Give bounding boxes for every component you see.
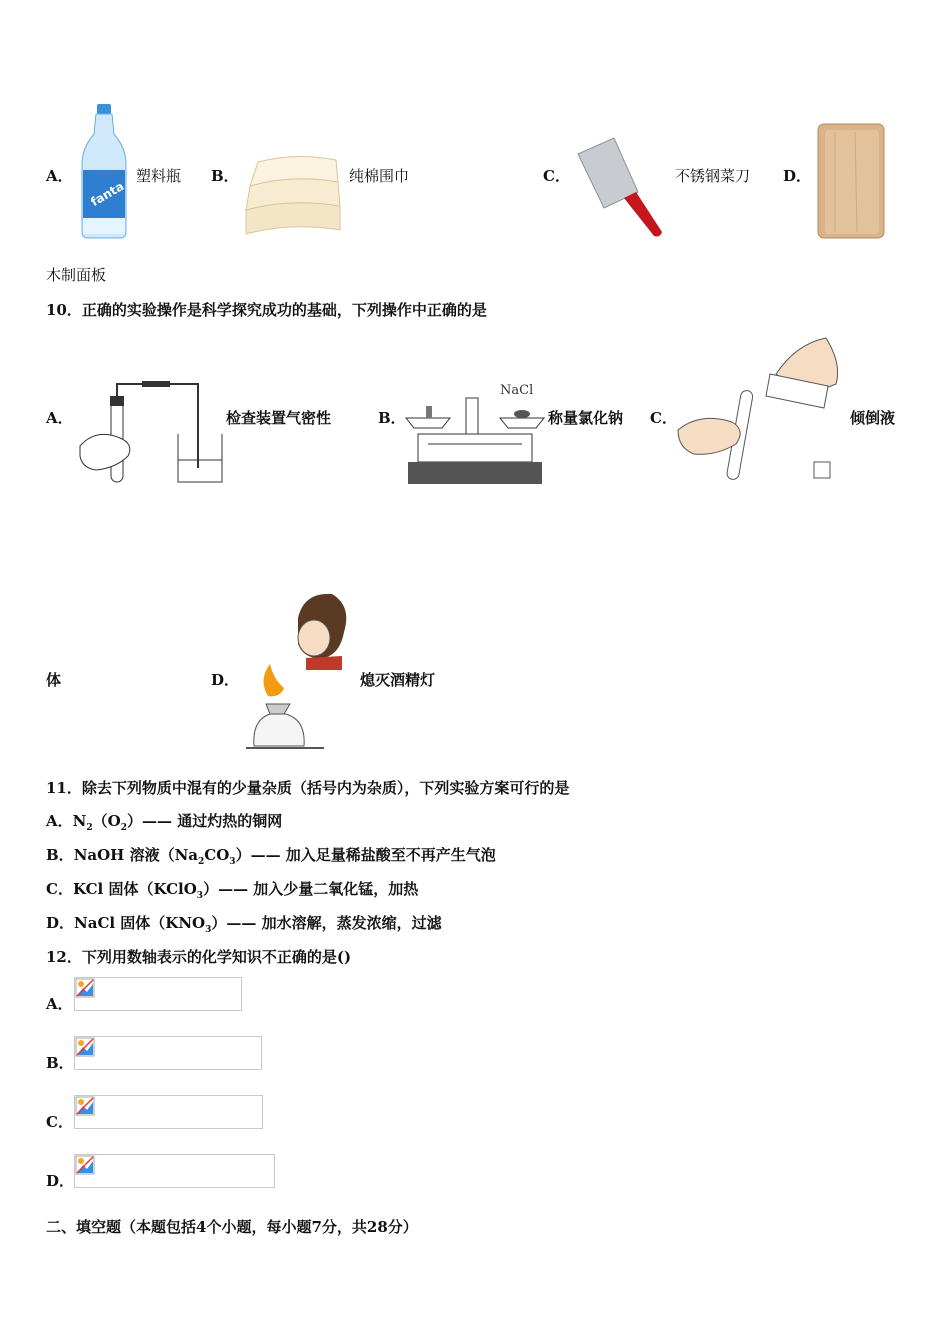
q10-option-c-text: 倾倒液 (850, 409, 896, 427)
q11-text: ）—— 加入少量二氧化锰，加热 (203, 880, 419, 898)
subscript: 2 (198, 857, 205, 867)
broken-image-placeholder (74, 1095, 263, 1129)
pouring-liquid-image (676, 334, 844, 484)
kitchen-knife-image (574, 136, 666, 240)
broken-image-placeholder (74, 1036, 262, 1070)
subscript: 3 (205, 925, 212, 935)
q10-option-b-text: 称量氯化钠 (548, 409, 624, 427)
subscript: 2 (86, 823, 93, 833)
q11-option-c (46, 878, 418, 901)
q9-option-d-text: 木制面板 (46, 266, 107, 284)
q11-text: NaOH 溶液（Na (73, 846, 199, 864)
q11-title: 11．除去下列物质中混有的少量杂质（括号内为杂质），下列实验方案可行的是 (46, 779, 570, 797)
q9-option-d-letter: D． (783, 167, 812, 185)
q11-text: ）—— 加水溶解，蒸发浓缩，过滤 (211, 914, 442, 932)
wooden-board-image (815, 122, 887, 240)
q12-option-d-letter: D． (46, 1172, 75, 1190)
balance-scale-image (404, 378, 546, 488)
q11-text: （O (92, 812, 121, 830)
q11-option-a (46, 810, 282, 833)
subscript: 3 (196, 891, 204, 901)
q11-option-letter: A． (46, 812, 73, 830)
q11-option-letter: B． (46, 846, 74, 864)
q10-option-c-letter: C． (650, 409, 677, 427)
blow-out-lamp-image (244, 588, 356, 754)
broken-image-icon (75, 1155, 95, 1175)
q11-text: CO (204, 846, 230, 864)
q9-option-c-text: 不锈钢菜刀 (675, 167, 751, 185)
q12-option-a-letter: A． (46, 995, 73, 1013)
subscript: 2 (120, 823, 127, 833)
q10-option-b-letter: B． (378, 409, 406, 427)
svg-text:fanta: fanta (88, 179, 127, 210)
q12-option-b-letter: B． (46, 1054, 74, 1072)
q9-option-a-text: 塑料瓶 (136, 167, 182, 185)
q10-title: 10．正确的实验操作是科学探究成功的基础，下列操作中正确的是 (46, 301, 487, 319)
subscript: 3 (229, 857, 236, 867)
q9-option-c-letter: C． (543, 167, 570, 185)
q11-option-d (46, 912, 442, 935)
q10-option-a-text: 检查装置气密性 (226, 409, 332, 427)
q11-text: ）—— 通过灼热的铜网 (126, 812, 283, 830)
broken-image-icon (75, 1037, 95, 1057)
q11-text: NaCl 固体（KNO (74, 914, 206, 932)
broken-image-placeholder (74, 977, 242, 1011)
plastic-bottle-image (78, 104, 130, 240)
q11-text: ）—— 加入足量稀盐酸至不再产生气泡 (235, 846, 496, 864)
q12-title: 12．下列用数轴表示的化学知识不正确的是() (46, 948, 352, 966)
q10-option-d-letter: D． (211, 671, 240, 689)
q9-option-a-letter: A． (46, 167, 73, 185)
q11-option-b (46, 844, 496, 867)
cotton-scarf-image (240, 150, 346, 238)
nacl-label: NaCl (500, 383, 534, 398)
q10-option-a-letter: A． (46, 409, 73, 427)
q10-option-c-text-cont: 体 (46, 671, 62, 689)
airtightness-check-image (76, 376, 226, 486)
broken-image-icon (75, 978, 95, 998)
q11-option-letter: C． (46, 880, 73, 898)
q11-option-letter: D． (46, 914, 75, 932)
broken-image-icon (75, 1096, 95, 1116)
q11-text: N (72, 812, 87, 830)
q9-option-b-letter: B． (211, 167, 239, 185)
broken-image-placeholder (74, 1154, 275, 1188)
section-2-title: 二、填空题（本题包括4个小题，每小题7分，共28分） (46, 1218, 418, 1236)
q11-text: KCl 固体（KClO (72, 880, 197, 898)
q12-option-c-letter: C． (46, 1113, 73, 1131)
q10-option-d-text: 熄灭酒精灯 (360, 671, 436, 689)
q9-option-b-text: 纯棉围巾 (349, 167, 410, 185)
